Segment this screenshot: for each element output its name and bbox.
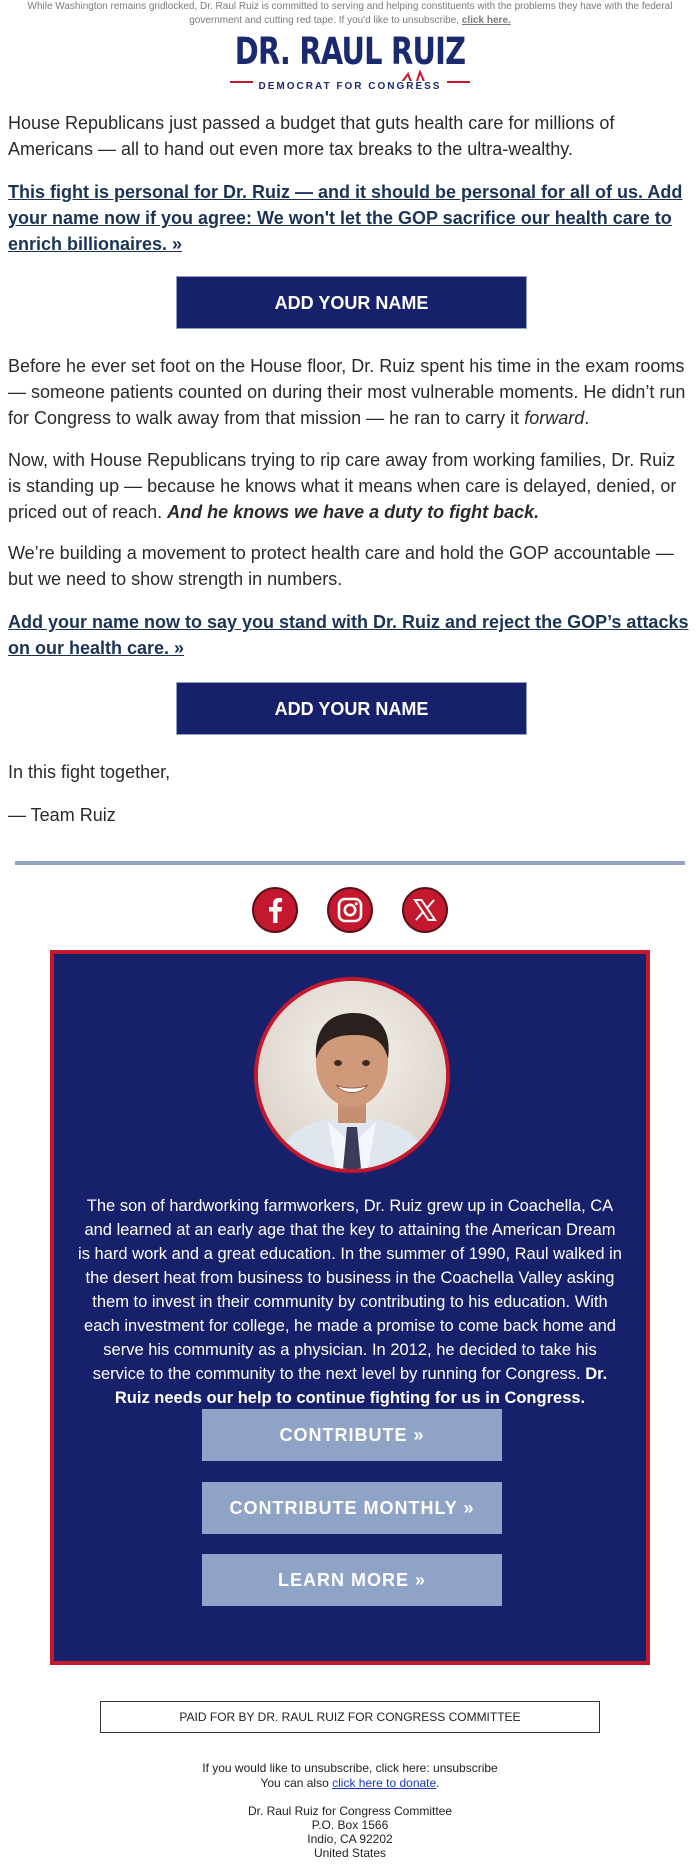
- preheader-text: While Washington remains gridlocked, Dr. Raul Ruiz is committed to serving and helping constituents with the problems they have with the federal government and cutting red tape. If you'd like to unsubscribe,: [27, 1, 673, 26]
- divider: [15, 861, 685, 865]
- contribute-monthly-button[interactable]: CONTRIBUTE MONTHLY »: [202, 1482, 502, 1534]
- preheader-unsubscribe-link[interactable]: click here.: [461, 15, 511, 26]
- bio-text: [77, 1194, 623, 1410]
- paragraph-exam-rooms-text: Before he ever set foot on the House floor, Dr. Ruiz spent his time in the exam rooms — someone patients counted on during their most vulnerable moments. He didn’t run for Congress to walk away from that mission — he ran to carry it: [8, 356, 686, 428]
- donate-prefix: You can also: [260, 1776, 333, 1790]
- bio-text-main: The son of hardworking farmworkers, Dr. Ruiz grew up in Coachella, CA and learned at an early age that the key to attaining the American Dream is hard work and a great education. In the summer of 1990, Raul walked in the desert heat from business to business in the Coachella Valley asking them to invest in their community by contributing to his education. With each investment for college, he made a promise to come back home and serve his community as a physician. In 2012, he decided to take his service to the community to the next level by running for Congress.: [78, 1197, 622, 1383]
- signature: — Team Ruiz: [8, 805, 116, 825]
- paragraph-exam-rooms: [8, 353, 692, 431]
- donate-link[interactable]: click here to donate: [332, 1776, 437, 1790]
- bio-text-bold: Dr. Ruiz needs our help to continue fighting for us in Congress.: [114, 1365, 608, 1407]
- contribute-button[interactable]: CONTRIBUTE »: [202, 1409, 502, 1461]
- add-name-link-2[interactable]: Add your name now to say you stand with Dr. Ruiz and reject the GOP’s attacks on our health care. »: [8, 612, 689, 658]
- donate-line: [0, 1776, 700, 1790]
- address-line-4: United States: [313, 1846, 387, 1860]
- paragraph-intro: House Republicans just passed a budget that guts health care for millions of Americans — all to hand out even more tax breaks to the ultra-wealthy.: [8, 113, 615, 159]
- signoff: In this fight together,: [8, 762, 171, 782]
- facebook-glyph-icon: [254, 889, 296, 931]
- paragraph-standing-up-text: Now, with House Republicans trying to rip care away from working families, Dr. Ruiz is standing up — because he knows what it means when care is delayed, denied, or priced out of reach.: [8, 450, 677, 522]
- add-name-link-1[interactable]: This fight is personal for Dr. Ruiz — and it should be personal for all of us. Add your name now if you agree: We won't let the GOP sacrifice our health care to enrich billionaires. »: [8, 182, 683, 254]
- x-icon[interactable]: [402, 887, 448, 933]
- unsubscribe-text[interactable]: If you would like to unsubscribe, click here: unsubscribe: [202, 1761, 498, 1775]
- logo-tagline-text: DEMOCRAT FOR CONGRESS: [253, 81, 448, 92]
- instagram-icon[interactable]: [327, 887, 373, 933]
- donate-suffix: .: [436, 1776, 440, 1790]
- paragraph-movement: We’re building a movement to protect health care and hold the GOP accountable — but we need to show strength in numbers.: [8, 543, 674, 589]
- paragraph-exam-rooms-end: .: [584, 408, 590, 428]
- paragraph-exam-rooms-emphasis: forward: [524, 408, 585, 428]
- x-glyph-icon: [404, 889, 446, 931]
- logo: [0, 28, 700, 98]
- add-your-name-button-1[interactable]: ADD YOUR NAME: [176, 276, 527, 329]
- facebook-icon[interactable]: [252, 887, 298, 933]
- add-your-name-button-2[interactable]: ADD YOUR NAME: [176, 682, 527, 735]
- paragraph-standing-up: [8, 447, 692, 525]
- address-line-3: Indio, CA 92202: [307, 1832, 393, 1846]
- instagram-glyph-icon: [329, 889, 371, 931]
- paid-for-disclaimer: PAID FOR BY DR. RAUL RUIZ FOR CONGRESS COMMITTEE: [100, 1701, 600, 1733]
- address-line-1: Dr. Raul Ruiz for Congress Committee: [247, 1804, 453, 1818]
- logo-name: DR. RAUL RUIZ: [234, 30, 466, 73]
- candidate-portrait-icon: [258, 981, 446, 1169]
- bio-box: [50, 950, 650, 1665]
- paragraph-standing-up-emphasis: And he knows we have a duty to fight back.: [167, 502, 540, 522]
- logo-tagline: [0, 81, 700, 92]
- candidate-photo: [254, 977, 450, 1173]
- address-line-2: P.O. Box 1566: [311, 1818, 389, 1832]
- learn-more-button[interactable]: LEARN MORE »: [202, 1554, 502, 1606]
- preheader: [20, 0, 680, 28]
